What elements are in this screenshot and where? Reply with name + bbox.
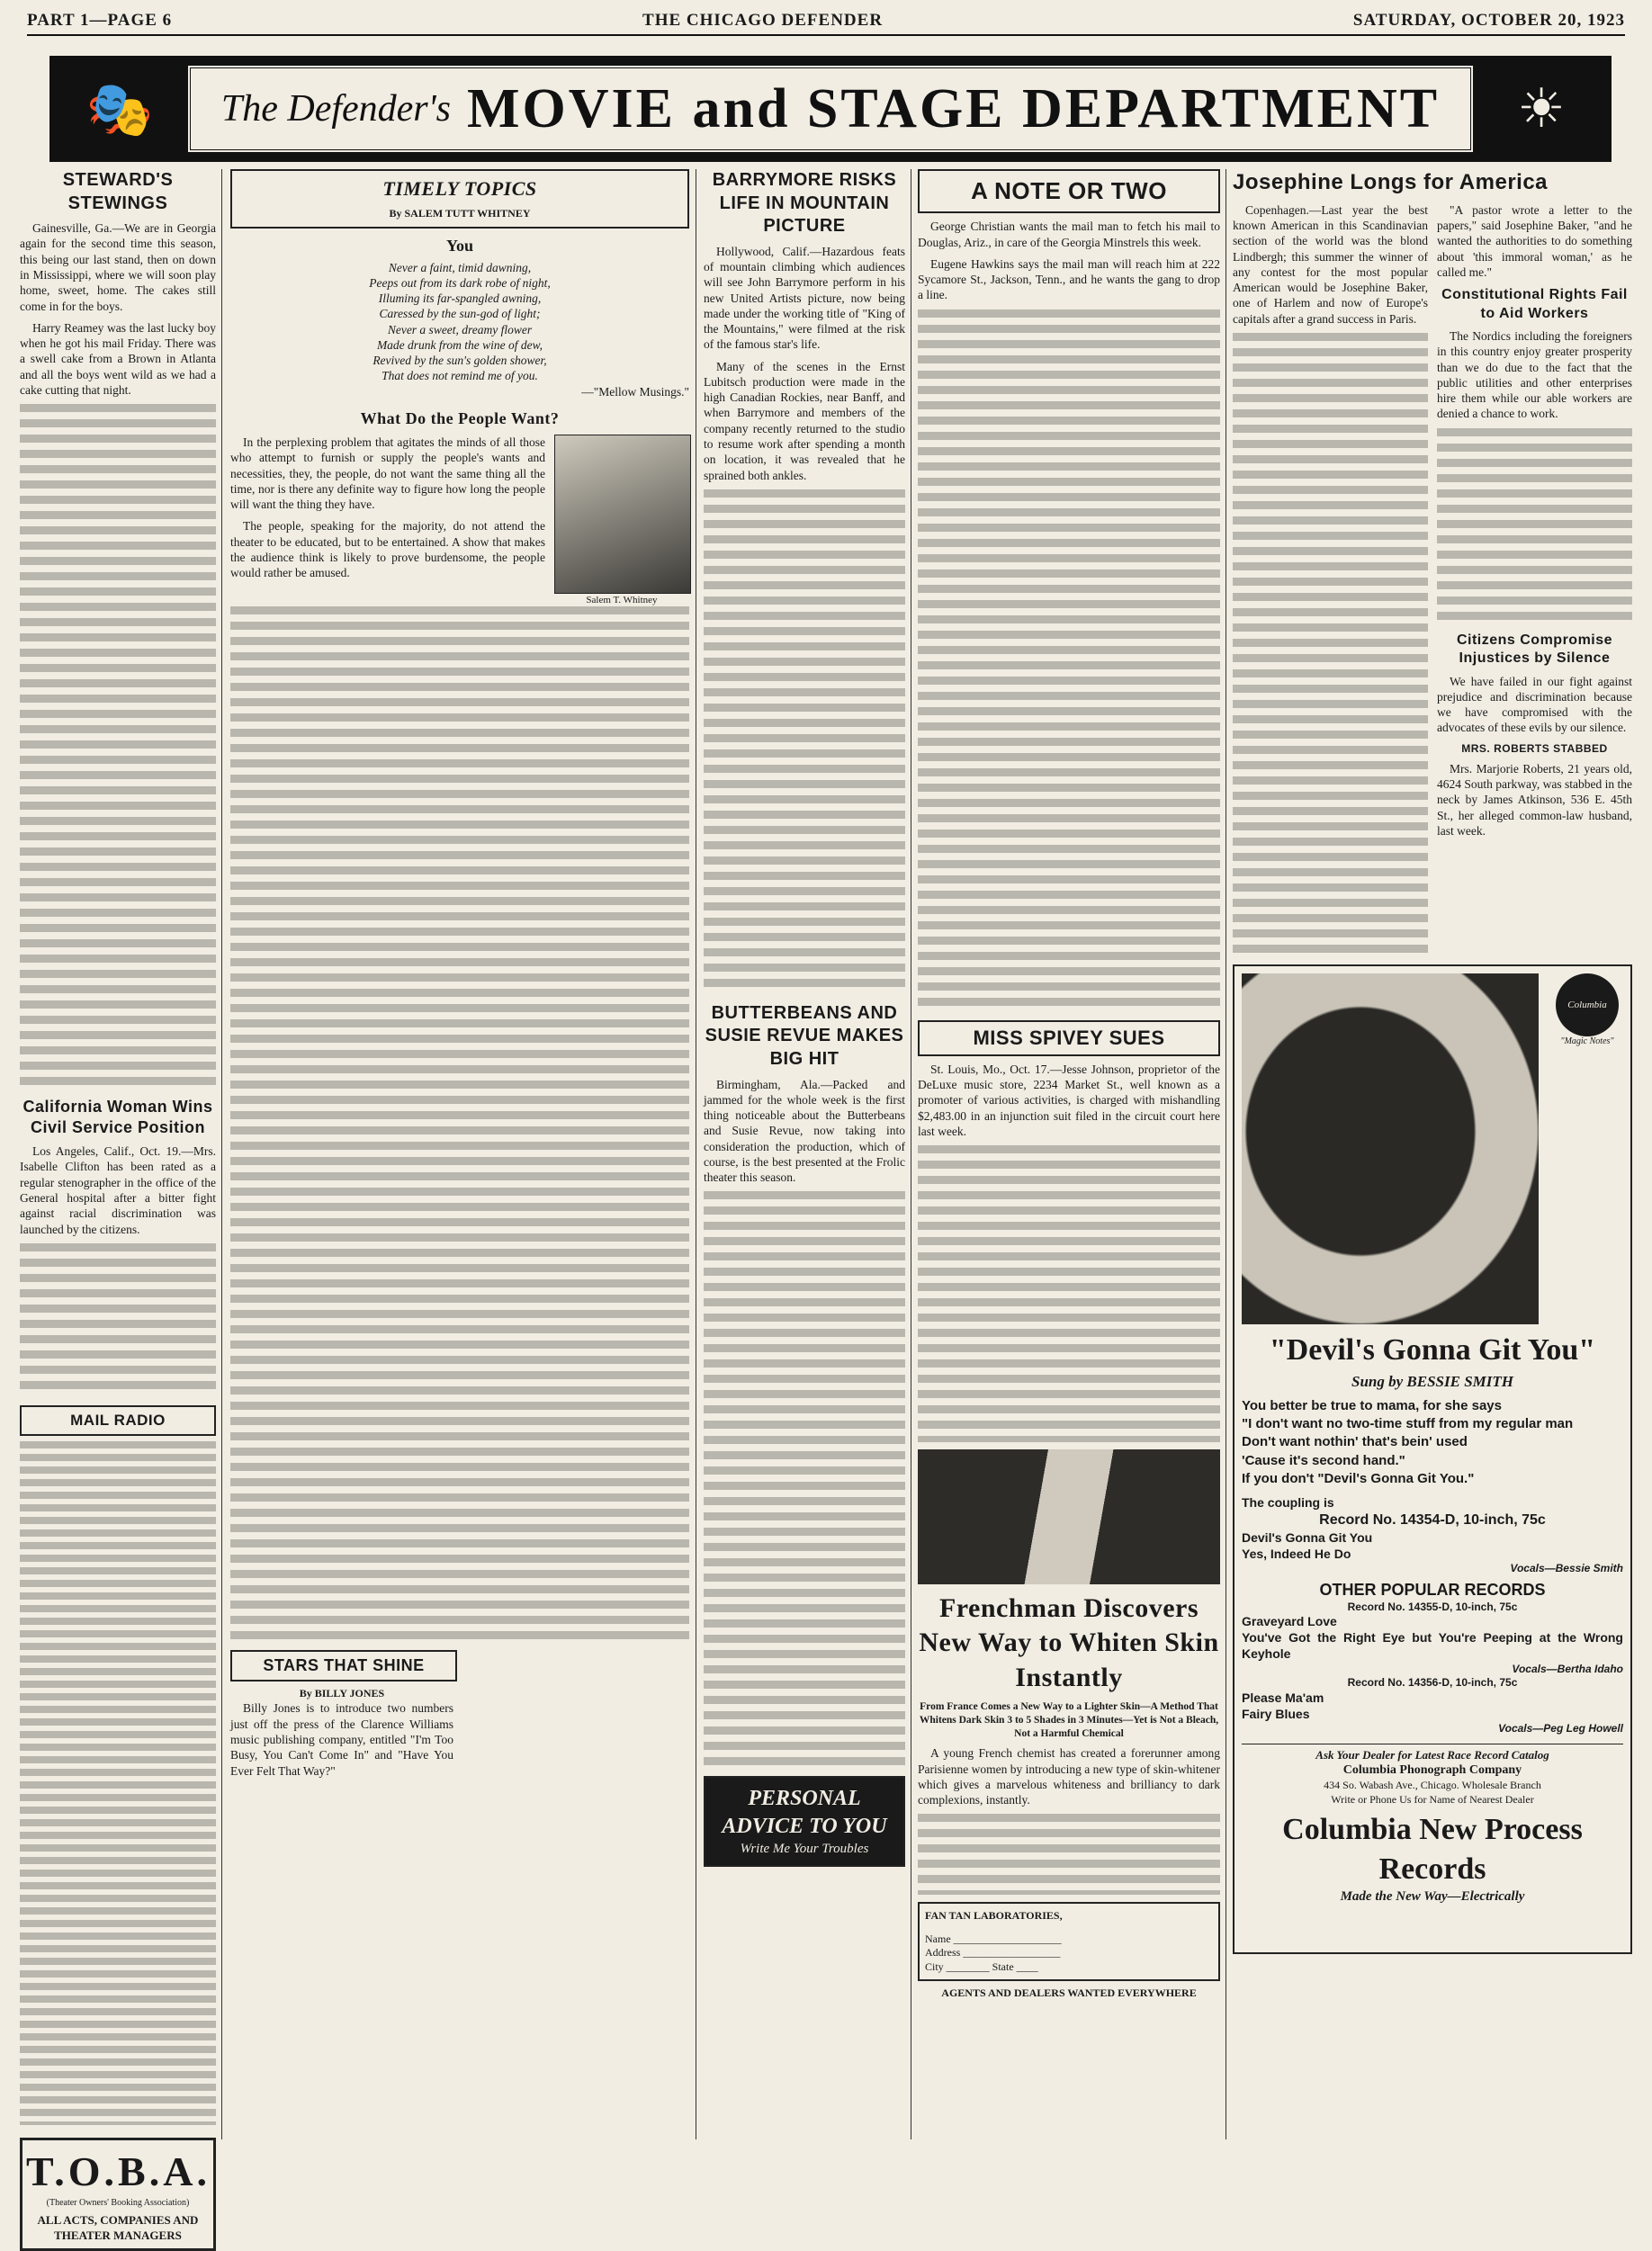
article-text: St. Louis, Mo., Oct. 17.—Jesse Johnson, proprietor of the DeLuxe music store, 2234 Market St., well known as a promoter of various activities, is charged with mishandling $2,483.00 in an injunction suit filed in the circuit court here last week. — [918, 1062, 1220, 1138]
byline: By BILLY JONES — [299, 1687, 385, 1700]
filler-text — [230, 606, 689, 1641]
coupon-heading: FAN TAN LABORATORIES, — [925, 1909, 1063, 1923]
poem-line: Never a sweet, dreamy flower — [387, 322, 533, 336]
banner-title-a: The Defender's — [220, 88, 451, 130]
coupon-name-field[interactable]: Name ____________________ — [925, 1932, 1062, 1945]
banner-mask-icon: ☀ — [1517, 77, 1566, 140]
record-title: Devil's Gonna Git You — [1242, 1529, 1373, 1545]
lyric-line: "I don't want no two-time stuff from my regular man — [1242, 1416, 1574, 1432]
roberts-headline: MRS. ROBERTS STABBED — [1461, 741, 1608, 755]
record-title: Yes, Indeed He Do — [1242, 1546, 1351, 1561]
columbia-record-ad — [1233, 964, 1632, 1954]
filler-text — [20, 404, 216, 1088]
article-text: The Nordics including the foreigners in this country enjoy greater prosperity than we do due to the fact that the public utilities and other enterprises hire them while our able workers are denied a chance to work. — [1437, 328, 1632, 421]
poem-line: That does not remind me of you. — [382, 369, 538, 383]
filler-text — [1233, 333, 1428, 954]
banner-art-left: 🎭 — [85, 77, 154, 141]
column-stewards — [20, 169, 216, 2251]
lyric-line: 'Cause it's second hand." — [1242, 1452, 1405, 1468]
poem-title: You — [445, 236, 473, 255]
article-text: Billy Jones is to introduce two numbers just off the press of the Clarence Williams music publishing company, entitled "I'm Too Busy, You Can't Come In" and "Have You Ever Felt That Way?" — [230, 1701, 453, 1778]
stars-headline: STARS THAT SHINE — [230, 1650, 457, 1682]
mail-radio-headline: MAIL RADIO — [20, 1405, 216, 1436]
lyrics — [1242, 1397, 1623, 1488]
page-number: PART 1—PAGE 6 — [27, 11, 173, 30]
newspaper-name: THE CHICAGO DEFENDER — [642, 11, 884, 30]
article-text: We have failed in our fight against prejudice and discrimination because we have compromised with the advocates of these evils by our silence. — [1437, 674, 1632, 735]
advice-title: PERSONAL ADVICE TO YOU — [722, 1787, 887, 1839]
toba-subtitle: (Theater Owners' Booking Association) — [46, 2198, 190, 2209]
song-title: "Devil's Gonna Git You" — [1269, 1332, 1596, 1367]
article-text: Los Angeles, Calif., Oct. 19.—Mrs. Isabelle Clifton has been rated as a regular stenographer in the office of the General hospital after a bitter fight against racial discrimination was launched by the citizens. — [20, 1144, 216, 1236]
filler-text — [918, 1814, 1220, 1895]
poem-line: Never a faint, timid dawning, — [388, 260, 532, 274]
coupon[interactable] — [918, 1902, 1220, 1980]
advice-subtitle: Write Me Your Troubles — [740, 1841, 869, 1856]
barrymore-headline: BARRYMORE RISKS LIFE IN MOUNTAIN PICTURE — [712, 170, 897, 237]
filler-text — [20, 1243, 216, 1396]
filler-text — [1437, 428, 1632, 626]
california-headline: California Woman Wins Civil Service Position — [22, 1098, 213, 1137]
spivey-headline: MISS SPIVEY SUES — [918, 1020, 1220, 1056]
other-records-heading: OTHER POPULAR RECORDS — [1319, 1580, 1546, 1599]
record-vocal: Vocals—Peg Leg Howell — [1498, 1722, 1623, 1735]
write-note: Write or Phone Us for Name of Nearest Dealer — [1331, 1792, 1534, 1806]
lyric-line: Don't want nothin' that's bein' used — [1242, 1434, 1468, 1450]
article-text: Many of the scenes in the Ernst Lubitsch production were made in the high Canadian Rockies, near Banff, and when Barrymore and members of the company recently returned to the studio to resume work after spending a month on location, it was revealed that he sprained both ankles. — [704, 359, 905, 482]
note-headline: A NOTE OR TWO — [918, 169, 1220, 213]
column-josephine — [1233, 169, 1632, 1954]
column-barrymore — [704, 169, 905, 1867]
record-vocal: Vocals—Bertha Idaho — [1512, 1662, 1623, 1675]
poem-line: Caressed by the sun-god of light; — [379, 307, 541, 321]
byline: By SALEM TUTT WHITNEY — [389, 207, 531, 220]
poem-line: Made drunk from the wine of dew, — [376, 337, 543, 352]
article-text: Harry Reamey was the last lucky boy when he got his mail Friday. There was a swell cake from a Brown in Atlanta and all the boys went wild as we had a cake cutting that night. — [20, 320, 216, 397]
josephine-headline: Josephine Longs for America — [1233, 170, 1549, 194]
magic-notes-tag: "Magic Notes" — [1560, 1036, 1614, 1046]
toba-text: ALL ACTS, COMPANIES AND THEATER MANAGERS — [37, 2213, 199, 2242]
record-vocal: Vocals—Bessie Smith — [1510, 1562, 1623, 1575]
bessie-smith-portrait — [1242, 973, 1539, 1324]
record-title: Please Ma'am — [1242, 1690, 1324, 1705]
photo-caption: Salem T. Whitney — [586, 594, 658, 605]
article-text: "A pastor wrote a letter to the papers," said Josephine Baker, "and he wanted the authorities to do something about 'this immoral woman,' as he called me." — [1437, 202, 1632, 279]
skin-ad-image — [918, 1449, 1220, 1584]
filler-text — [704, 489, 905, 993]
toba-title: T.O.B.A. — [26, 2148, 211, 2194]
banner-title — [187, 65, 1474, 153]
article-text: The people, speaking for the majority, do not attend the theater to be educated, but to be entertained. A show that makes the audience think is likely to prove burdensome, the people would rather be amused. — [230, 519, 545, 580]
timely-topics-headline: TIMELY TOPICS — [382, 177, 537, 200]
toba-ad — [20, 2138, 216, 2251]
personal-advice-ad — [704, 1776, 905, 1867]
mail-radio-list — [20, 1441, 216, 2125]
subheading: What Do the People Want? — [360, 408, 560, 427]
article-text: George Christian wants the mail man to fetch his mail to Douglas, Ariz., in care of the Georgia Minstrels this week. — [918, 220, 1220, 249]
lyric-line: If you don't "Devil's Gonna Git You." — [1242, 1470, 1475, 1486]
poem-line: Revived by the sun's golden shower, — [373, 354, 547, 368]
columbia-brand: Columbia New Process Records — [1282, 1813, 1583, 1886]
coupon-address-field[interactable]: Address __________________ — [925, 1946, 1061, 1960]
coupon-city-field[interactable]: City ________ State ____ — [925, 1960, 1038, 1973]
company-name: Columbia Phonograph Company — [1342, 1763, 1522, 1778]
author-photo — [554, 435, 689, 606]
lyric-line: You better be true to mama, for she says — [1242, 1397, 1502, 1413]
stewards-headline: STEWARD'S STEWINGS — [62, 170, 174, 213]
article-text: Hollywood, Calif.—Hazardous feats of mountain climbing which audiences will see John Barrymore perform in his new United Artists picture, now being made under the working title of "King of the Mountains," were filmed at the risk of the famous star's life. — [704, 244, 905, 352]
ad-art — [1242, 973, 1623, 1333]
article-text: Mrs. Marjorie Roberts, 21 years old, 4624 South parkway, was stabbed in the neck by James Atkinson, 536 E. 45th St., her alleged common-law husband, last week. — [1437, 761, 1632, 838]
poem — [230, 236, 689, 399]
poem-line: Illuming its far-spangled awning, — [378, 291, 542, 306]
agents-wanted: AGENTS AND DEALERS WANTED EVERYWHERE — [941, 1986, 1197, 1999]
citizens-headline: Citizens Compromise Injustices by Silence — [1456, 632, 1613, 667]
columbia-note-icon: Columbia — [1556, 973, 1619, 1036]
record-number: Record No. 14355-D, 10-inch, 75c — [1347, 1600, 1518, 1613]
article-text: Eugene Hawkins says the mail man will reach him at 222 Sycamore St., Jackson, Tenn., and he wants the gang to drop a line. — [918, 256, 1220, 302]
running-head — [27, 7, 1625, 36]
column-rule — [221, 169, 222, 2139]
filler-text — [704, 1191, 905, 1767]
article-text: Gainesville, Ga.—We are in Georgia again for the second time this season, this being our last stand, then on down in Mississippi, where we will soon play home, sweet, home. The cakes still come in for the boys. — [20, 221, 216, 313]
filler-text — [918, 1145, 1220, 1442]
record-list — [1242, 1495, 1623, 1736]
company-address: 434 So. Wabash Ave., Chicago. Wholesale Branch — [1324, 1779, 1541, 1792]
record-number: Record No. 14354-D, 10-inch, 75c — [1319, 1512, 1546, 1529]
banner-title-b: MOVIE and STAGE DEPARTMENT — [466, 77, 1441, 139]
record-title: Fairy Blues — [1242, 1706, 1310, 1721]
brand-subtitle: Made the New Way—Electrically — [1340, 1889, 1525, 1905]
filler-text — [918, 309, 1220, 1011]
article-text: In the perplexing problem that agitates the minds of all those who attempt to furnish or supply the people's wants and necessities, they, the people, do not want the same thing all the time, nor is there any definite way to figure how long the people will want the thing they have. — [230, 435, 545, 512]
constitutional-headline: Constitutional Rights Fail to Aid Workers — [1441, 287, 1628, 321]
record-title: You've Got the Right Eye but You're Peeping at the Wrong Keyhole — [1242, 1630, 1623, 1661]
skin-ad-subtitle: From France Comes a New Way to a Lighter Skin—A Method That Whitens Dark Skin 3 to 5 Shades in 3 Minutes—Yet is Not a Bleach, Not a Harmful Chemical — [919, 1701, 1219, 1739]
portrait-image — [554, 435, 691, 594]
skin-ad-text: A young French chemist has created a forerunner among Parisienne women by introducing a new type of skin-whitener which gives a marvelous whiteness and brilliancy to dark complexions, instantly. — [918, 1746, 1220, 1807]
record-number: Record No. 14356-D, 10-inch, 75c — [1347, 1676, 1518, 1690]
column-note-or-two — [918, 169, 1220, 2000]
skin-ad-headline: Frenchman Discovers New Way to Whiten Skin Instantly — [919, 1593, 1219, 1692]
column-timely-topics — [230, 169, 689, 1785]
poem-credit: —"Mellow Musings." — [581, 384, 689, 399]
butterbeans-headline: BUTTERBEANS AND SUSIE REVUE MAKES BIG HIT — [705, 1002, 904, 1069]
sung-by: Sung by BESSIE SMITH — [1351, 1373, 1513, 1391]
coupling-label: The coupling is — [1242, 1495, 1334, 1511]
timely-topics-box — [230, 169, 689, 229]
department-banner — [49, 56, 1612, 162]
issue-date: SATURDAY, OCTOBER 20, 1923 — [1352, 11, 1625, 30]
record-title: Graveyard Love — [1242, 1614, 1337, 1629]
poem-line: Peeps out from its dark robe of night, — [369, 275, 551, 290]
article-text: Birmingham, Ala.—Packed and jammed for the whole week is the first thing noticeable about the Butterbeans and Susie Revue, now taking into consideration the production, which of course, is the best presented at the Frolic theater this season. — [704, 1077, 905, 1185]
dealer-note: Ask Your Dealer for Latest Race Record Catalog — [1242, 1744, 1623, 1763]
article-text: Copenhagen.—Last year the best known American in this Scandinavian section of the world was the blond Lindbergh; this summer the winner of any contest for the most popular American would be Josephine Baker, one of Harlem and now of Europe's capitals after a grand success in Paris. — [1233, 202, 1428, 326]
intro-with-photo — [230, 435, 689, 606]
